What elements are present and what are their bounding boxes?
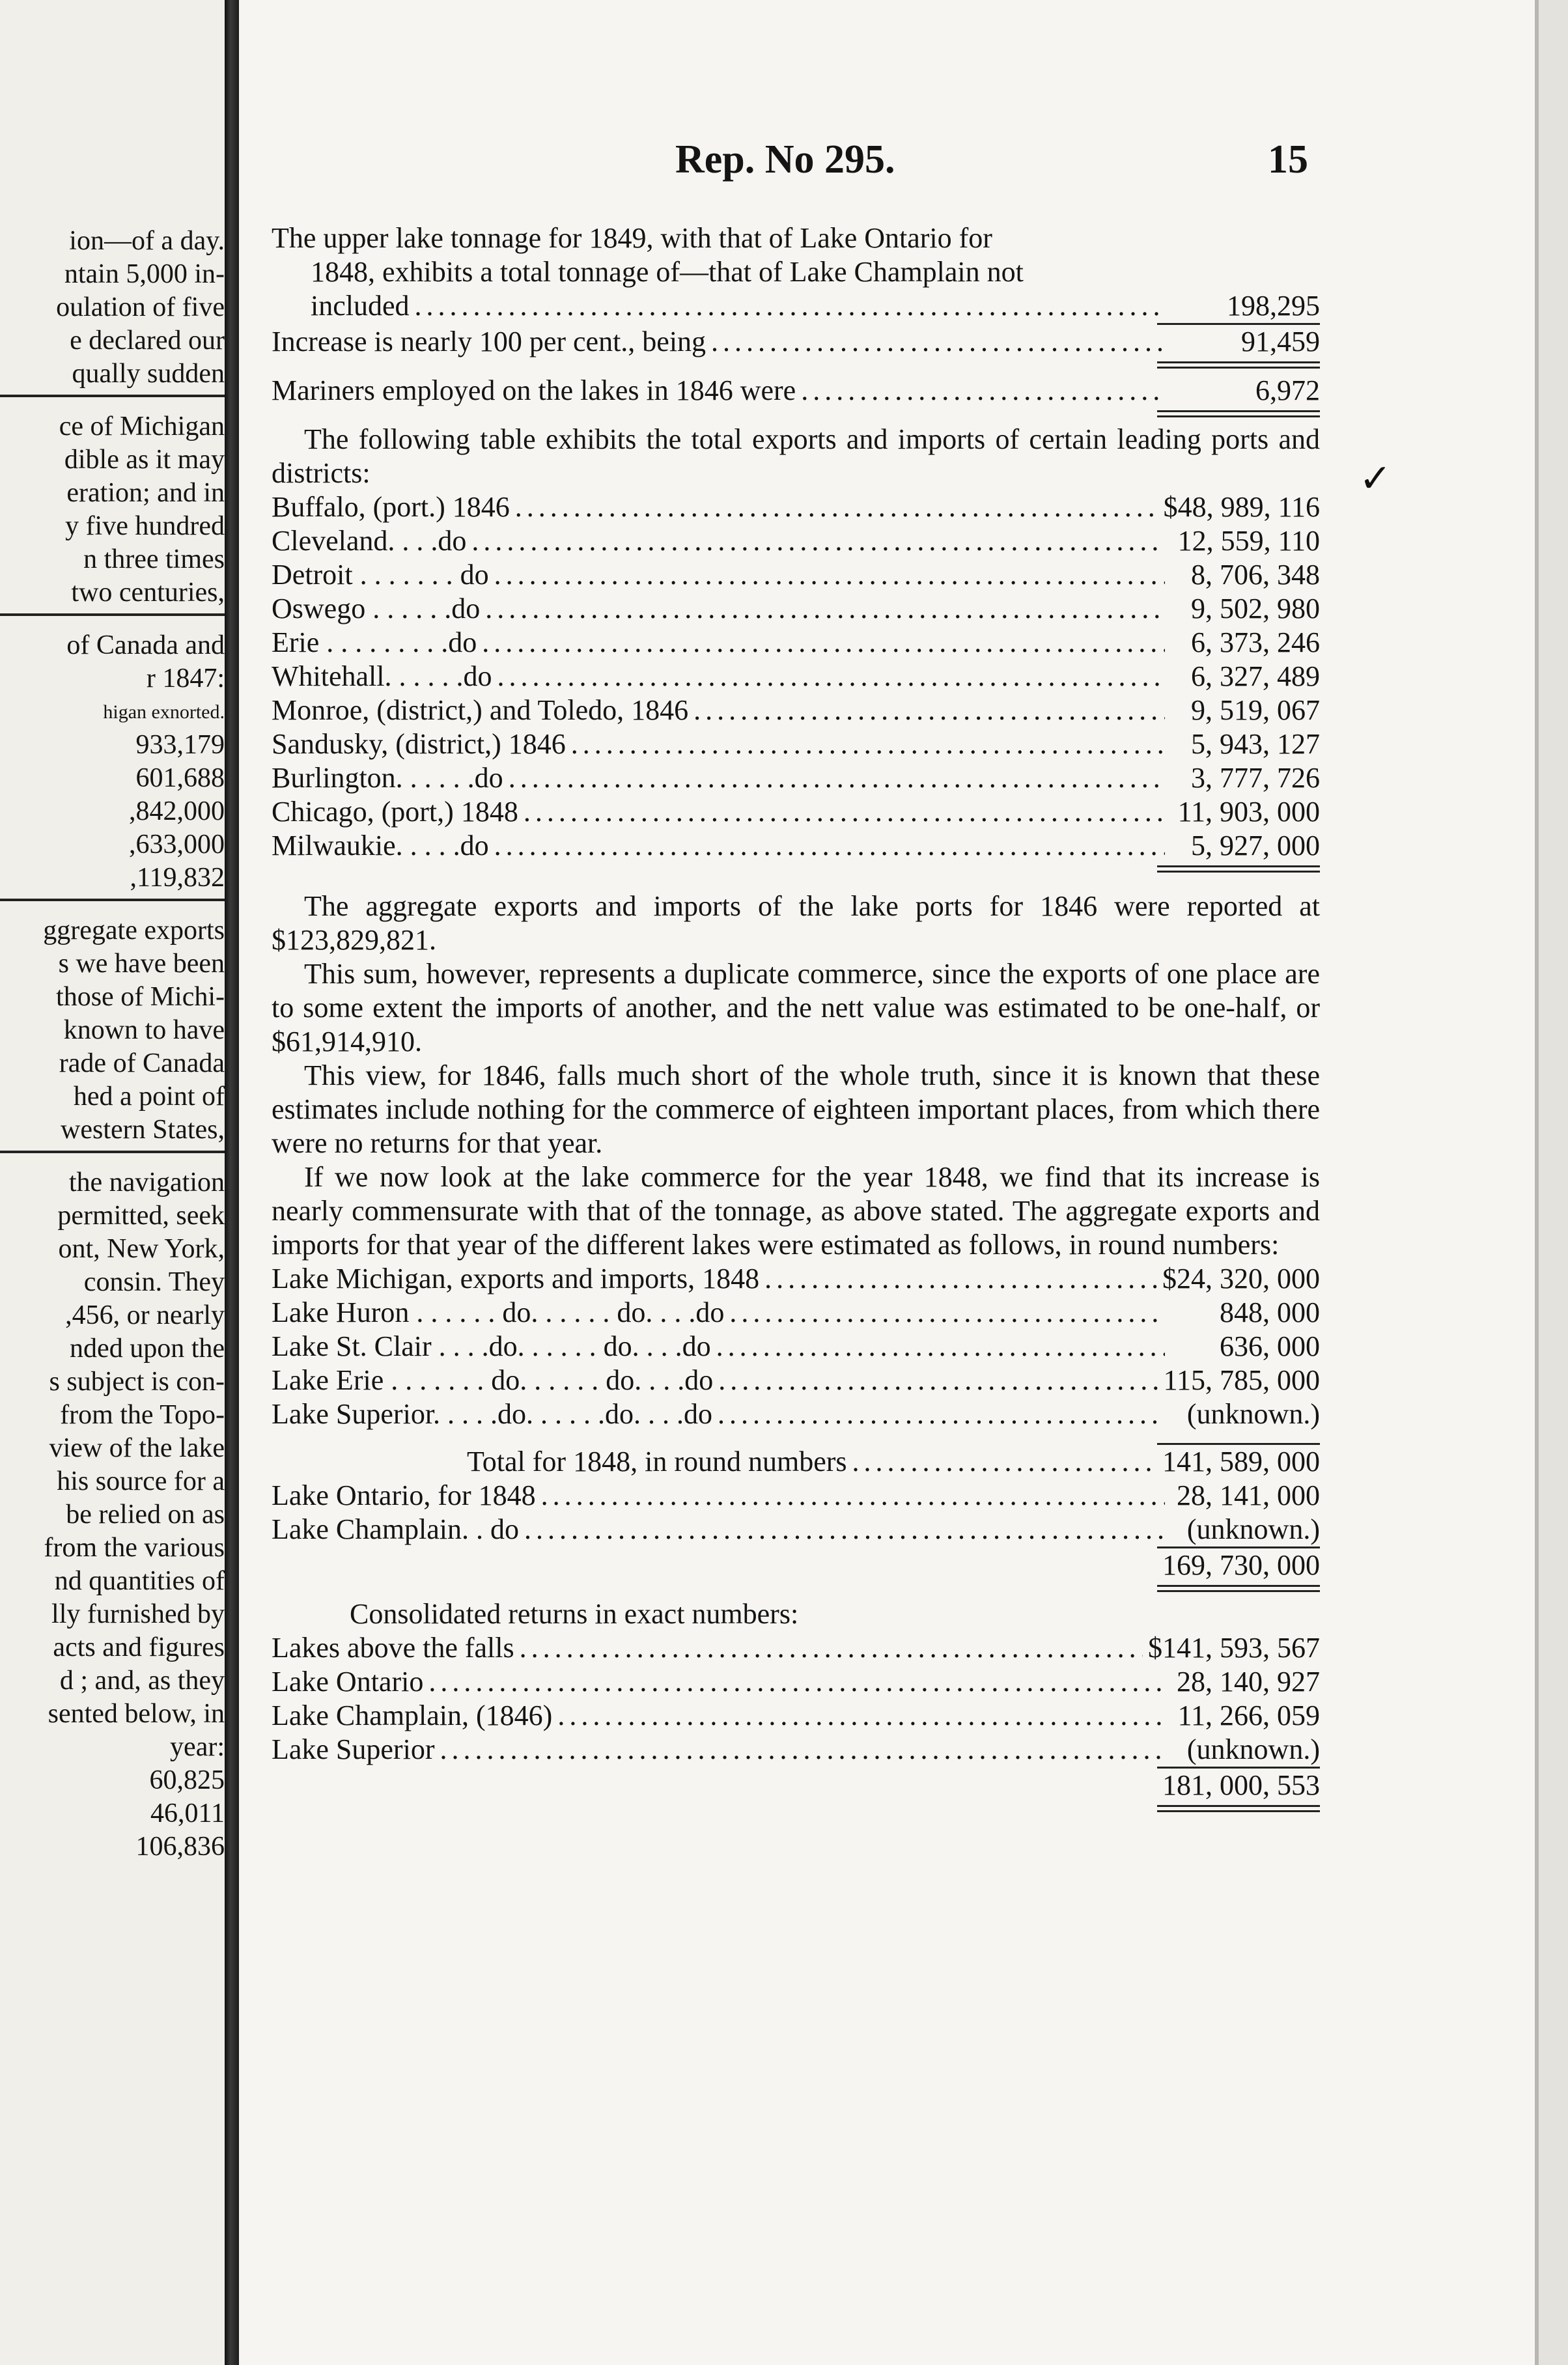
leader-dots xyxy=(852,1445,1158,1479)
leader-dots xyxy=(557,1699,1165,1733)
row-value: 636, 000 xyxy=(1220,1330,1320,1362)
consolidated-table xyxy=(272,1631,1320,1767)
lake-1848-paragraph: If we now look at the lake commerce for the year 1848, we find that its increase is nearly commensurate with that of the tonnage, as above stated. The aggregate exports and imports for that year of the different lakes were estimated as follows, in round numbers: xyxy=(272,1161,1320,1261)
row-value: 28, 141, 000 xyxy=(1177,1479,1320,1511)
row-value: 12, 559, 110 xyxy=(1177,525,1320,557)
facing-line: known to have xyxy=(63,1015,225,1045)
leader-dots xyxy=(729,1296,1165,1330)
row-label: Whitehall. . . . . .do xyxy=(272,660,492,692)
facing-line: sented below, in xyxy=(48,1699,225,1729)
row-label: Mariners employed on the lakes in 1846 were xyxy=(272,374,796,406)
facing-line: the navigation xyxy=(68,1168,225,1197)
leader-dots xyxy=(415,289,1165,323)
spacer xyxy=(272,1431,1320,1443)
port-row xyxy=(272,592,1320,626)
row-label: Erie . . . . . . . . .do xyxy=(272,626,477,658)
row-label: Lake Superior. . . . .do. . . . . .do. . . .do xyxy=(272,1398,713,1430)
facing-line xyxy=(0,613,225,629)
row-value: 9, 519, 067 xyxy=(1191,694,1320,726)
increase-row xyxy=(272,325,1320,359)
consolidated-row xyxy=(272,1665,1320,1699)
facing-line: acts and figures xyxy=(53,1632,225,1662)
port-row xyxy=(272,761,1320,795)
facing-line: ion—of a day. xyxy=(69,226,225,256)
lake-row xyxy=(272,1262,1320,1296)
consolidated-total-row xyxy=(272,1769,1320,1802)
leader-dots xyxy=(524,795,1165,829)
ports-table xyxy=(272,490,1320,863)
row-value: 11, 266, 059 xyxy=(1177,1700,1320,1731)
row-value: 198,295 xyxy=(1227,290,1320,322)
view-paragraph: This view, for 1846, falls much short of the whole truth, since it is known that these estimates include nothing for the commerce of eighteen important places, from which there were no returns for that year. xyxy=(272,1059,1320,1159)
facing-line: ,456, or nearly xyxy=(65,1300,225,1330)
facing-line: of Canada and xyxy=(66,630,225,660)
facing-line: be relied on as xyxy=(66,1500,225,1530)
row-value: 6, 327, 489 xyxy=(1191,660,1320,692)
ontario-1848-row xyxy=(272,1479,1320,1513)
page-number: 15 xyxy=(1268,137,1308,182)
facing-line: from the various xyxy=(44,1533,225,1563)
consolidated-heading: Consolidated returns in exact numbers: xyxy=(350,1598,799,1630)
facing-line: permitted, seek xyxy=(57,1201,225,1231)
row-value: 5, 927, 000 xyxy=(1191,830,1320,861)
tonnage-paragraph xyxy=(272,221,1320,289)
page-header xyxy=(239,137,1535,189)
row-value: 848, 000 xyxy=(1220,1296,1320,1328)
facing-line xyxy=(0,395,225,410)
facing-line: eration; and in xyxy=(66,478,225,508)
book-gutter xyxy=(225,0,239,2365)
facing-line: from the Topo- xyxy=(60,1400,225,1430)
row-label: Lake Champlain. . do xyxy=(272,1513,520,1545)
facing-line: ce of Michigan xyxy=(59,412,225,441)
tonnage-included-row xyxy=(272,289,1320,323)
lake-row xyxy=(272,1364,1320,1397)
row-value: 115, 785, 000 xyxy=(1163,1364,1320,1396)
row-value: 5, 943, 127 xyxy=(1191,728,1320,760)
facing-line: oulation of five xyxy=(56,292,225,322)
facing-line: 601,688 xyxy=(135,763,225,793)
leader-dots xyxy=(440,1733,1165,1767)
facing-line: n three times xyxy=(83,544,225,574)
facing-line: ,842,000 xyxy=(129,796,225,826)
port-row xyxy=(272,558,1320,592)
row-label: Lake Champlain, (1846) xyxy=(272,1700,553,1731)
leader-dots xyxy=(482,626,1165,660)
double-rule xyxy=(1157,361,1320,369)
aggregate-paragraph: The aggregate exports and imports of the lake ports for 1846 were reported at $123,829,821. xyxy=(272,890,1320,956)
leader-dots xyxy=(718,1397,1165,1431)
total-1848-row xyxy=(272,1445,1320,1479)
row-label: Cleveland. . . .do xyxy=(272,525,467,557)
facing-line: 46,011 xyxy=(150,1798,225,1828)
port-row xyxy=(272,693,1320,727)
row-label: included xyxy=(311,290,410,322)
row-label: Milwaukie. . . . .do xyxy=(272,830,489,861)
facing-line: lly furnished by xyxy=(51,1599,225,1629)
facing-line: his source for a xyxy=(57,1466,225,1496)
double-rule xyxy=(1157,1805,1320,1812)
double-rule xyxy=(1157,1585,1320,1592)
lake-row xyxy=(272,1296,1320,1330)
leader-dots xyxy=(571,727,1165,761)
facing-line: e declared our xyxy=(70,326,225,356)
row-label: Lake Ontario xyxy=(272,1666,424,1698)
port-row xyxy=(272,829,1320,863)
row-label: Monroe, (district,) and Toledo, 1846 xyxy=(272,694,689,726)
row-label: Increase is nearly 100 per cent., being xyxy=(272,326,707,357)
double-rule xyxy=(1157,410,1320,417)
facing-line: rade of Canada xyxy=(59,1048,225,1078)
facing-page-fragment xyxy=(0,0,225,2365)
facing-line: s we have been xyxy=(58,949,225,979)
port-row xyxy=(272,727,1320,761)
row-value: (unknown.) xyxy=(1186,1513,1320,1545)
consolidated-row xyxy=(272,1631,1320,1665)
facing-line: ggregate exports xyxy=(43,916,225,945)
facing-line: ,633,000 xyxy=(129,830,225,860)
leader-dots xyxy=(801,374,1165,408)
facing-line: consin. They xyxy=(83,1267,225,1297)
facing-line xyxy=(0,1151,225,1166)
port-row xyxy=(272,524,1320,558)
double-rule xyxy=(1157,865,1320,873)
facing-line: those of Michi- xyxy=(56,982,225,1012)
row-value: 11, 903, 000 xyxy=(1177,796,1320,828)
row-label: Chicago, (port,) 1848 xyxy=(272,796,518,828)
facing-line: y five hundred xyxy=(65,511,225,541)
champlain-1848-row xyxy=(272,1513,1320,1546)
facing-line: ,119,832 xyxy=(130,863,225,893)
leader-dots xyxy=(471,524,1165,558)
facing-line: year: xyxy=(170,1732,225,1762)
document-page xyxy=(239,0,1535,2365)
row-value: $48, 989, 116 xyxy=(1163,491,1320,523)
consolidated-row xyxy=(272,1733,1320,1767)
row-value: 6, 373, 246 xyxy=(1191,626,1320,658)
row-value: 6,972 xyxy=(1255,374,1320,406)
row-value: 169, 730, 000 xyxy=(1162,1549,1320,1581)
leader-dots xyxy=(764,1262,1157,1296)
row-value: 91,459 xyxy=(1241,326,1320,357)
row-value: 8, 706, 348 xyxy=(1191,559,1320,591)
facing-line xyxy=(0,899,225,914)
facing-line: view of the lake xyxy=(49,1433,225,1463)
port-row xyxy=(272,490,1320,524)
spacer xyxy=(272,878,1320,889)
row-value: 9, 502, 980 xyxy=(1191,593,1320,624)
facing-line: two centuries, xyxy=(71,578,225,608)
row-value: 28, 140, 927 xyxy=(1177,1666,1320,1698)
facing-line: dible as it may xyxy=(64,445,225,475)
lakes-1848-table xyxy=(272,1262,1320,1431)
leader-dots xyxy=(541,1479,1165,1513)
row-label: Lake St. Clair . . . .do. . . . . . do. . . .do xyxy=(272,1330,711,1362)
facing-line: d ; and, as they xyxy=(59,1666,225,1696)
row-value: 181, 000, 553 xyxy=(1162,1769,1320,1801)
leader-dots xyxy=(520,1631,1143,1665)
row-value: (unknown.) xyxy=(1186,1733,1320,1765)
leader-dots xyxy=(497,660,1166,693)
row-label: Total for 1848, in round numbers xyxy=(467,1446,847,1477)
facing-line: ont, New York, xyxy=(58,1234,225,1264)
duplicate-paragraph: This sum, however, represents a duplicate commerce, since the exports of one place are to some extent the imports of another, and the nett value was estimated to be one-half, or $61,914,910. xyxy=(272,958,1320,1057)
lake-row xyxy=(272,1397,1320,1431)
port-row xyxy=(272,795,1320,829)
leader-dots xyxy=(718,1364,1158,1397)
row-value: $24, 320, 000 xyxy=(1162,1263,1320,1294)
facing-page-text xyxy=(0,225,225,1864)
leader-dots xyxy=(494,829,1165,863)
report-title: Rep. No 295. xyxy=(675,137,895,182)
facing-line: ntain 5,000 in- xyxy=(64,259,225,289)
row-value: 141, 589, 000 xyxy=(1162,1446,1320,1477)
row-label: Lake Huron . . . . . . do. . . . . . do. . . .do xyxy=(272,1296,725,1328)
check-mark: ✓ xyxy=(1359,457,1392,500)
leader-dots xyxy=(428,1665,1165,1699)
row-label: Burlington. . . . . .do xyxy=(272,762,503,794)
ports-intro: The following table exhibits the total exports and imports of certain leading ports and districts: xyxy=(272,423,1320,489)
leader-dots xyxy=(711,325,1165,359)
row-value: $141, 593, 567 xyxy=(1148,1632,1320,1664)
facing-line: hed a point of xyxy=(73,1082,225,1112)
row-label: Lake Michigan, exports and imports, 1848 xyxy=(272,1263,760,1294)
page-body xyxy=(272,221,1320,1817)
facing-line: nded upon the xyxy=(70,1334,225,1364)
leader-dots xyxy=(485,592,1165,626)
row-label: Lake Erie . . . . . . . do. . . . . . do. . . .do xyxy=(272,1364,714,1396)
port-row xyxy=(272,626,1320,660)
row-label: Sandusky, (district,) 1846 xyxy=(272,728,566,760)
row-label: Buffalo, (port.) 1846 xyxy=(272,491,510,523)
leader-dots xyxy=(693,693,1165,727)
mariners-row xyxy=(272,374,1320,408)
lake-row xyxy=(272,1330,1320,1364)
row-value: 3, 777, 726 xyxy=(1191,762,1320,794)
leader-dots xyxy=(524,1513,1165,1546)
row-label: Oswego . . . . . .do xyxy=(272,593,481,624)
consolidated-row xyxy=(272,1699,1320,1733)
leader-dots xyxy=(515,490,1158,524)
row-label: Lake Superior xyxy=(272,1733,435,1765)
grand-total-1848-row xyxy=(272,1548,1320,1582)
facing-line: qually sudden xyxy=(72,359,225,389)
facing-line: 60,825 xyxy=(149,1765,225,1795)
row-label: Lake Ontario, for 1848 xyxy=(272,1479,536,1511)
row-label: Detroit . . . . . . . do xyxy=(272,559,489,591)
facing-line: r 1847: xyxy=(146,664,225,693)
tonnage-line-1: The upper lake tonnage for 1849, with that of Lake Ontario for xyxy=(272,222,992,254)
row-label: Lakes above the falls xyxy=(272,1632,514,1664)
facing-line: western States, xyxy=(61,1115,225,1145)
facing-line: nd quantities of xyxy=(54,1566,225,1596)
facing-line: 933,179 xyxy=(135,730,225,760)
port-row xyxy=(272,660,1320,693)
facing-line: 106,836 xyxy=(135,1832,225,1862)
leader-dots xyxy=(494,558,1165,592)
leader-dots xyxy=(509,761,1165,795)
facing-line: s subject is con- xyxy=(49,1367,225,1397)
facing-line: higan exnorted. xyxy=(103,701,225,723)
row-value: (unknown.) xyxy=(1186,1398,1320,1430)
leader-dots xyxy=(716,1330,1165,1364)
tonnage-line-2: 1848, exhibits a total tonnage of—that of Lake Champlain not xyxy=(311,256,1024,288)
page-edge xyxy=(1535,0,1568,2365)
